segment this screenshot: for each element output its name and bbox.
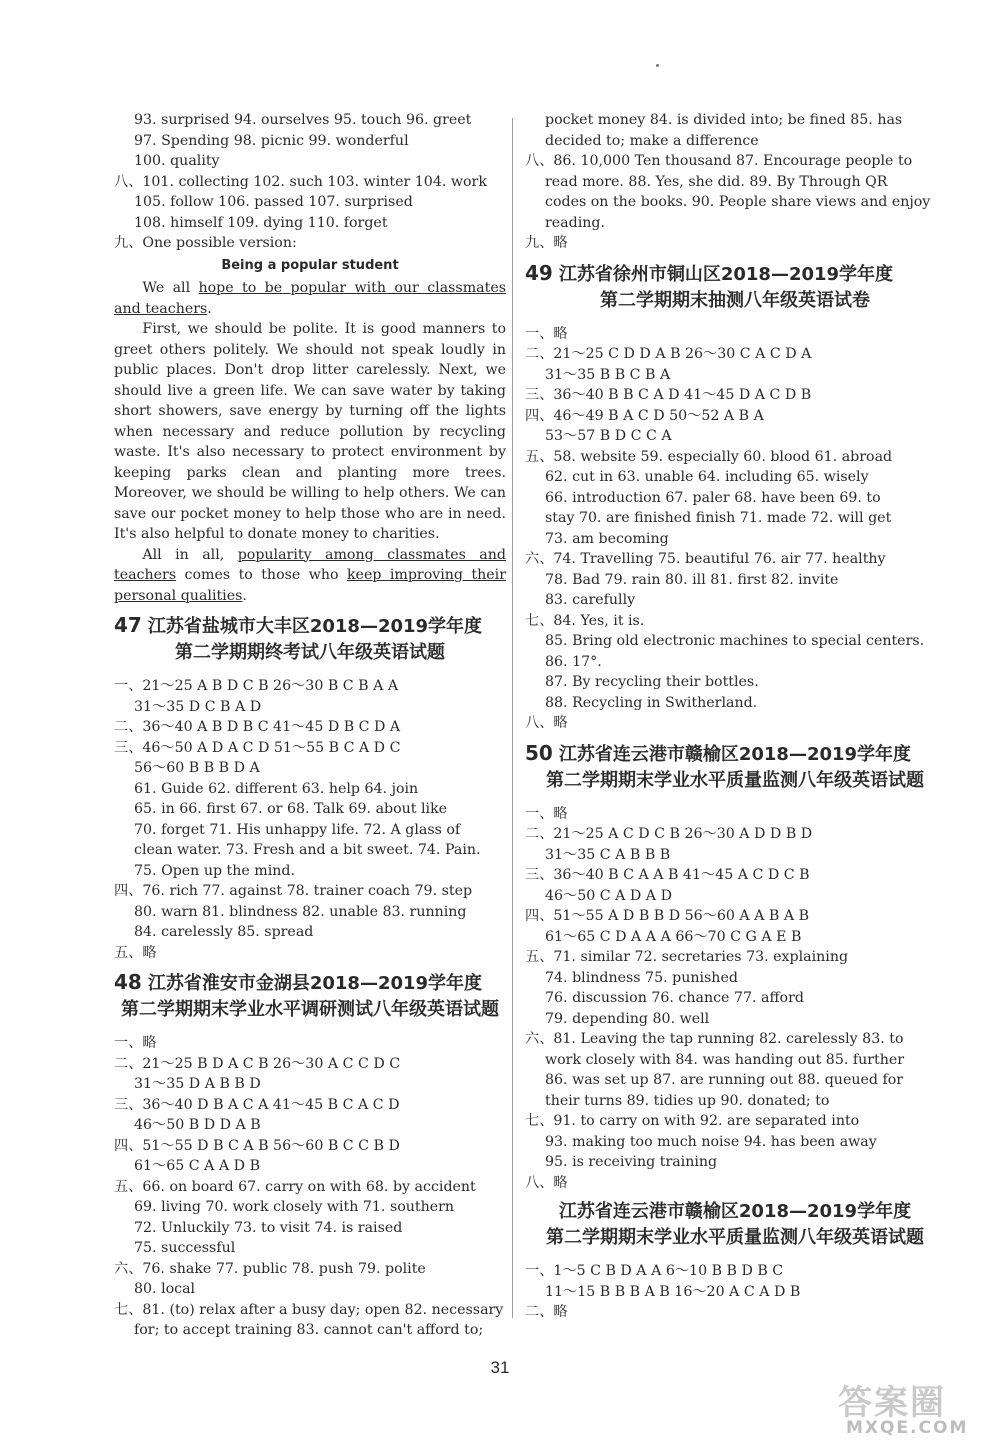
section-subtitle: 第二学期期末学业水平质量监测八年级英语试题: [546, 1227, 924, 1248]
answer-line: for; to accept training 83. cannot can't afford to;: [134, 1322, 484, 1338]
answer-line: 一、略: [114, 1035, 157, 1051]
answer-line: 53～57 B D C C A: [545, 428, 672, 444]
answer-line: 七、81. (to) relax after a busy day; open 82. necessary: [114, 1301, 504, 1318]
answer-line: 五、71. similar 72. secretaries 73. explaining: [525, 949, 849, 965]
answer-line: 76. discussion 76. chance 77. afford: [545, 990, 804, 1006]
answer-line: 六、76. shake 77. public 78. push 79. polite: [114, 1260, 426, 1277]
answer-line: 三、36～40 B B C A D 41～45 D A C D B: [525, 387, 812, 403]
answer-line: 72. Unluckily 73. to visit 74. is raised: [134, 1219, 403, 1236]
answer-line: work closely with 84. was handing out 85. further: [545, 1051, 905, 1068]
answer-line: pocket money 84. is divided into; be fined 85. has: [545, 112, 903, 128]
answer-line: 九、One possible version:: [114, 235, 297, 251]
answer-line: 105. follow 106. passed 107. surprised: [134, 194, 413, 210]
answer-line: 93. surprised 94. ourselves 95. touch 96. greet: [134, 112, 472, 128]
answer-line: 84. carelessly 85. spread: [134, 924, 314, 940]
section-50-answers: [525, 804, 945, 1194]
answer-line: 83. carefully: [545, 592, 636, 608]
answer-line: 75. successful: [134, 1240, 236, 1256]
answer-line: 69. living 70. work closely with 71. southern: [134, 1199, 455, 1215]
section-title: 49 江苏省徐州市铜山区2018—2019学年度: [525, 260, 894, 285]
answer-line: 86. was set up 87. are running out 88. queued for: [545, 1072, 904, 1088]
column-divider: [512, 118, 513, 1318]
answer-line: 31～35 C A B B B: [545, 846, 671, 863]
answer-line: 95. is receiving training: [545, 1154, 718, 1170]
answer-line: 三、46～50 A D A C D 51～55 B C A D C: [114, 739, 401, 756]
answer-line: 四、76. rich 77. against 78. trainer coach 79. step: [114, 883, 473, 899]
answer-line: 八、86. 10,000 Ten thousand 87. Encourage people to: [525, 153, 913, 169]
answer-line: 一、略: [525, 805, 568, 822]
answer-line: 93. making too much noise 94. has been away: [545, 1133, 877, 1150]
left-column: [114, 110, 506, 1341]
answer-line: 二、略: [525, 1304, 568, 1320]
section-subtitle: 第二学期期末学业水平质量监测八年级英语试题: [546, 769, 924, 791]
answer-line: 62. cut in 63. unable 64. including 65. wisely: [545, 469, 869, 485]
section-48: [114, 969, 506, 1023]
answer-line: 四、51～55 A D B B D 56～60 A A B A B: [525, 908, 810, 924]
answer-line: 31～35 D A B B D: [134, 1076, 261, 1092]
answer-line: 73. am becoming: [545, 530, 669, 547]
answer-line: stay 70. are finished finish 71. made 72. will get: [545, 510, 892, 526]
answer-line: their turns 89. tidies up 90. donated; to: [545, 1092, 830, 1109]
answer-line: 八、略: [525, 1174, 568, 1191]
right-top-answers: [525, 110, 945, 254]
section-47: [114, 612, 506, 666]
essay-paragraph-1: We all hope to be popular with our classmates and teachers.: [114, 280, 506, 317]
answer-line: 80. local: [134, 1281, 196, 1297]
answer-line: 六、81. Leaving the tap running 82. carelessly 83. to: [525, 1031, 904, 1047]
answer-line: 78. Bad 79. rain 80. ill 81. first 82. invite: [545, 571, 839, 588]
answer-line: 一、略: [525, 325, 568, 342]
answer-line: 97. Spending 98. picnic 99. wonderful: [134, 132, 409, 149]
answer-line: clean water. 73. Fresh and a bit sweet. 74. Pain.: [134, 842, 481, 858]
answer-line: 79. depending 80. well: [545, 1010, 710, 1027]
answer-line: 九、略: [525, 235, 568, 251]
answer-line: 74. blindness 75. punished: [545, 969, 738, 986]
section-title: 48 江苏省淮安市金湖县2018—2019学年度: [114, 970, 483, 994]
answer-line: 七、84. Yes, it is.: [525, 612, 645, 629]
answer-line: 二、36～40 A B D B C 41～45 D B C D A: [114, 719, 401, 735]
answer-line: 六、74. Travelling 75. beautiful 76. air 77. healthy: [525, 551, 886, 567]
essay-title: Being a popular student: [221, 257, 399, 273]
answer-line: 46～50 B D D A B: [134, 1117, 261, 1133]
answer-line: 八、略: [525, 715, 568, 731]
page-number: 31: [490, 1358, 510, 1377]
answer-line: read more. 88. Yes, she did. 89. By Through QR: [545, 173, 888, 190]
left-top-answers: [114, 110, 506, 254]
answer-line: 31～35 D C B A D: [134, 698, 262, 715]
answer-line: 70. forget 71. His unhappy life. 72. A glass of: [134, 821, 461, 838]
answer-line: 八、101. collecting 102. such 103. winter 104. work: [114, 173, 487, 190]
section-51: [525, 1199, 945, 1251]
answer-line: codes on the books. 90. People share views and enjoy: [545, 194, 931, 210]
essay-paragraph-3: All in all, popularity among classmates and teachers comes to those who keep improving their personal qualities.: [114, 546, 506, 604]
section-49-answers: [525, 324, 945, 734]
answer-line: 二、21～25 B D A C B 26～30 A C C D C: [114, 1055, 401, 1072]
section-48-answers: [114, 1033, 506, 1341]
section-49: [525, 260, 945, 314]
answer-line: 100. quality: [134, 153, 220, 169]
answer-line: 85. Bring old electronic machines to special centers.: [545, 633, 925, 649]
answer-line: 一、21～25 A B D C B 26～30 B C B A A: [114, 678, 399, 694]
answer-line: 五、66. on board 67. carry on with 68. by accident: [114, 1178, 476, 1195]
section-title: 47 江苏省盐城市大丰区2018—2019学年度: [114, 613, 483, 637]
answer-line: 61～65 C A A D B: [134, 1158, 260, 1174]
section-51-answers: [525, 1261, 945, 1323]
watermark-logo: [838, 1375, 988, 1441]
answer-line: 五、略: [114, 944, 157, 961]
answer-line: reading.: [545, 214, 605, 231]
answer-line: 一、1～5 C B D A A 6～10 B B D B C: [525, 1263, 784, 1279]
section-title: 江苏省连云港市赣榆区2018—2019学年度: [558, 1201, 912, 1222]
watermark-site: MXQE.COM: [846, 1418, 969, 1438]
answer-line: 65. in 66. first 67. or 68. Talk 69. about like: [134, 801, 448, 817]
answer-line: 五、58. website 59. especially 60. blood 61. abroad: [525, 448, 893, 465]
answer-line: 11～15 B B B A B 16～20 A C A D B: [545, 1283, 801, 1300]
watermark-mark: 答案圈: [838, 1383, 946, 1423]
answer-line: 三、36～40 D B A C A 41～45 B C A C D: [114, 1096, 400, 1113]
answer-line: 61. Guide 62. different 63. help 64. join: [134, 780, 419, 797]
right-column: [525, 110, 945, 1323]
essay: [114, 256, 506, 607]
section-50: [525, 740, 945, 794]
answer-line: 三、36～40 B C A A B 41～45 A C D C B: [525, 867, 810, 883]
answer-line: 四、46～49 B A C D 50～52 A B A: [525, 407, 764, 424]
answer-line: 108. himself 109. dying 110. forget: [134, 214, 388, 231]
answer-line: 75. Open up the mind.: [134, 862, 296, 879]
answer-line: 86. 17°.: [545, 653, 602, 670]
answer-line: 87. By recycling their bottles.: [545, 674, 759, 690]
answer-line: 二、21～25 A C D C B 26～30 A D D B D: [525, 826, 813, 842]
answer-line: 56～60 B B B D A: [134, 760, 260, 776]
section-title: 50 江苏省连云港市赣榆区2018—2019学年度: [525, 740, 912, 765]
section-subtitle: 第二学期期终考试八年级英语试题: [175, 642, 445, 663]
answer-line: 二、21～25 C D D A B 26～30 C A C D A: [525, 346, 812, 362]
section-subtitle: 第二学期期末抽测八年级英语试卷: [600, 289, 870, 311]
scan-dot: [656, 64, 659, 67]
section-47-answers: [114, 676, 506, 963]
answer-line: 61～65 C D A A A 66～70 C G A E B: [545, 928, 802, 945]
answer-line: 88. Recycling in Switherland.: [545, 694, 758, 711]
answer-line: 31～35 B B C B A: [545, 366, 671, 383]
section-subtitle: 第二学期期末学业水平调研测试八年级英语试题: [121, 999, 499, 1020]
essay-paragraph-2: First, we should be polite. It is good manners to greet others politely. We should not speak loudly in public places. Don't drop litter carelessly. Next, we should live a green life. We can save water by taking short showers, save energy by turning off the lights when necessary and reduce pollution by recycling waste. It's also necessary to protect environment by keeping parks clean and planting more trees. Moreover, we should be willing to help others. We can save our pocket money to help those who are in need. It's also helpful to donate money to charities.: [114, 321, 506, 542]
answer-line: 46～50 C A D A D: [545, 887, 672, 904]
answer-line: 80. warn 81. blindness 82. unable 83. running: [134, 903, 467, 920]
answer-line: decided to; make a difference: [545, 132, 759, 149]
answer-line: 七、91. to carry on with 92. are separated into: [525, 1113, 860, 1129]
answer-line: 四、51～55 D B C A B 56～60 B C C B D: [114, 1137, 400, 1154]
answer-line: 66. introduction 67. paler 68. have been 69. to: [545, 489, 881, 506]
